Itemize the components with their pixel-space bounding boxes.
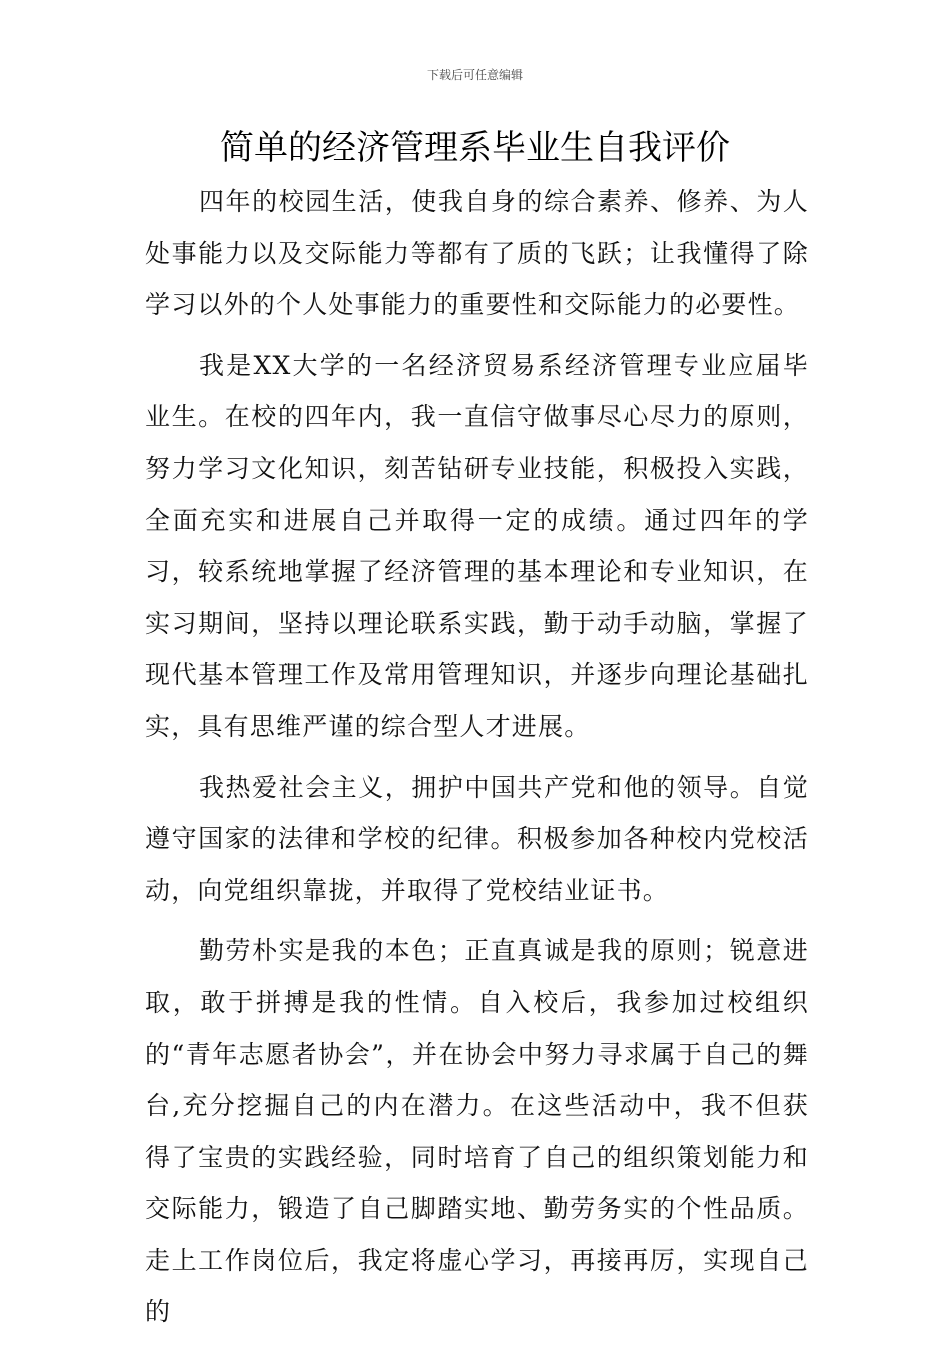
- document-body: [145, 176, 809, 1347]
- paragraph-3: 我热爱社会主义，拥护中国共产党和他的领导。自觉遵守国家的法律和学校的纪律。积极参加各种校内党校活动，向党组织靠拢，并取得了党校结业证书。: [145, 772, 809, 905]
- header-note: 下载后可任意编辑: [426, 68, 523, 82]
- paragraph-4: 勤劳朴实是我的本色；正直真诚是我的原则；锐意进取，敢于拼搏是我的性情。自入校后，我参加过校组织的“青年志愿者协会”，并在协会中努力寻求属于自己的舞台,充分挖掘自己的内在潜力。在这些活动中，我不但获得了宝贵的实践经验，同时培育了自己的组织策划能力和交际能力，锻造了自己脚踏实地、勤劳务实的个性品质。走上工作岗位后，我定将虚心学习，再接再厉，实现自己的: [145, 936, 809, 1327]
- document-title: 简单的经济管理系毕业生自我评价: [220, 128, 730, 168]
- paragraph-1: 四年的校园生活，使我自身的综合素养、修养、为人处事能力以及交际能力等都有了质的飞跃；让我懂得了除学习以外的个人处事能力的重要性和交际能力的必要性。: [145, 187, 809, 320]
- paragraph-2: 我是XX大学的一名经济贸易系经济管理专业应届毕业生。在校的四年内，我一直信守做事尽心尽力的原则，努力学习文化知识，刻苦钻研专业技能，积极投入实践，全面充实和进展自己并取得一定的成绩。通过四年的学习，较系统地掌握了经济管理的基本理论和专业知识，在实习期间，坚持以理论联系实践，勤于动手动脑，掌握了现代基本管理工作及常用管理知识，并逐步向理论基础扎实，具有思维严谨的综合型人才进展。: [145, 350, 809, 741]
